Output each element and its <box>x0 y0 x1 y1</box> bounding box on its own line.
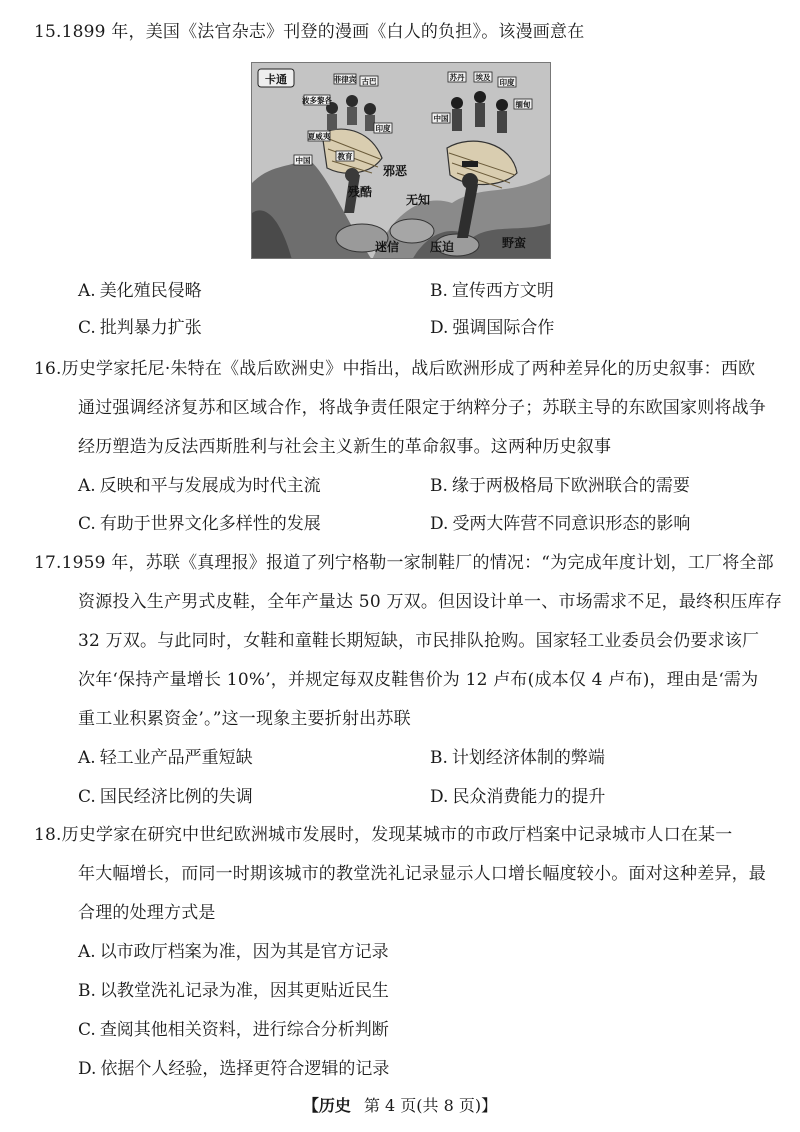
q16-option-a: A. 反映和平与发展成为时代主流 <box>78 476 321 496</box>
cartoon-label: 印度 <box>375 124 391 133</box>
q17-option-b: B. 计划经济体制的弊端 <box>430 748 605 768</box>
cartoon-title-tag: 卡通 <box>265 73 287 86</box>
q17-option-d: D. 民众消费能力的提升 <box>430 787 606 807</box>
q15-stem: 15.1899 年，美国《法官杂志》刊登的漫画《白人的负担》。该漫画意在 <box>34 22 585 42</box>
q16-stem-line: 通过强调经济复苏和区域合作，将战争责任限定于纳粹分子；苏联主导的东欧国家则将战争 <box>78 398 766 418</box>
cartoon-white-mans-burden <box>251 62 551 259</box>
cartoon-label: 古巴 <box>361 77 377 86</box>
cartoon-label: 埃及 <box>475 73 491 82</box>
q17-stem-line: 重工业积累资金’。”这一现象主要折射出苏联 <box>78 709 411 729</box>
q18-stem-line: 合理的处理方式是 <box>78 903 216 923</box>
q16-option-b: B. 缘于两极格局下欧洲联合的需要 <box>430 476 690 496</box>
cartoon-label: 中国 <box>295 156 311 165</box>
cartoon-road-label: 野蛮 <box>501 236 527 250</box>
q18-stem-line: 18.历史学家在研究中世纪欧洲城市发展时，发现某城市的市政厅档案中记录城市人口在某一 <box>34 825 733 845</box>
cartoon-label: 缅甸 <box>515 100 531 109</box>
q15-option-c: C. 批判暴力扩张 <box>78 318 202 338</box>
q17-stem-line: 资源投入生产男式皮鞋，全年产量达 50 万双。但因设计单一、市场需求不足，最终积压库存 <box>78 592 783 612</box>
q16-option-d: D. 受两大阵营不同意识形态的影响 <box>430 514 691 534</box>
cartoon-label: 菲律宾 <box>333 75 357 84</box>
q15-option-d: D. 强调国际合作 <box>430 318 555 338</box>
q18-option-a: A. 以市政厅档案为准，因为其是官方记录 <box>78 942 389 962</box>
cartoon-label: 印度 <box>499 78 515 87</box>
cartoon-label: 夏威夷 <box>307 132 331 141</box>
q18-option-d: D. 依据个人经验，选择更符合逻辑的记录 <box>78 1059 390 1079</box>
q17-option-a: A. 轻工业产品严重短缺 <box>78 748 253 768</box>
cartoon-label: 波多黎各 <box>302 96 332 105</box>
q17-stem-line: 17.1959 年，苏联《真理报》报道了列宁格勒一家制鞋厂的情况：“为完成年度计划，工厂将全部 <box>34 553 774 573</box>
footer-subject: 【历史 <box>302 1096 351 1115</box>
q17-option-c: C. 国民经济比例的失调 <box>78 787 253 807</box>
q16-option-c: C. 有助于世界文化多样性的发展 <box>78 514 321 534</box>
q16-stem-line: 经历塑造为反法西斯胜利与社会主义新生的革命叙事。这两种历史叙事 <box>78 437 612 457</box>
cartoon-road-label: 无知 <box>405 193 431 207</box>
q17-stem-line: 次年‘保持产量增长 10%’，并规定每双皮鞋售价为 12 卢布(成本仅 4 卢布)，理由是‘需为 <box>78 670 759 690</box>
page-footer <box>0 1096 800 1116</box>
q15-option-b: B. 宣传西方文明 <box>430 281 554 301</box>
q18-option-b: B. 以教堂洗礼记录为准，因其更贴近民生 <box>78 981 389 1001</box>
q15-option-a: A. 美化殖民侵略 <box>78 281 202 301</box>
cartoon-label: 苏丹 <box>449 73 465 82</box>
cartoon-road-label: 邪恶 <box>382 164 408 178</box>
q16-stem-line: 16.历史学家托尼·朱特在《战后欧洲史》中指出，战后欧洲形成了两种差异化的历史叙事：西欧 <box>34 359 756 379</box>
cartoon-road-label: 压迫 <box>429 240 455 254</box>
cartoon-road-label: 迷信 <box>374 240 400 254</box>
cartoon-label: 中国 <box>433 114 449 123</box>
q18-stem-line: 年大幅增长，而同一时期该城市的教堂洗礼记录显示人口增长幅度较小。面对这种差异，最 <box>78 864 766 884</box>
q18-option-c: C. 查阅其他相关资料，进行综合分析判断 <box>78 1020 389 1040</box>
cartoon-label: 教育 <box>337 152 353 161</box>
footer-page-number: 第 4 页(共 8 页)】 <box>363 1096 498 1115</box>
cartoon-road-label: 残酷 <box>347 185 373 199</box>
q17-stem-line: 32 万双。与此同时，女鞋和童鞋长期短缺，市民排队抢购。国家轻工业委员会仍要求该厂 <box>78 631 760 651</box>
